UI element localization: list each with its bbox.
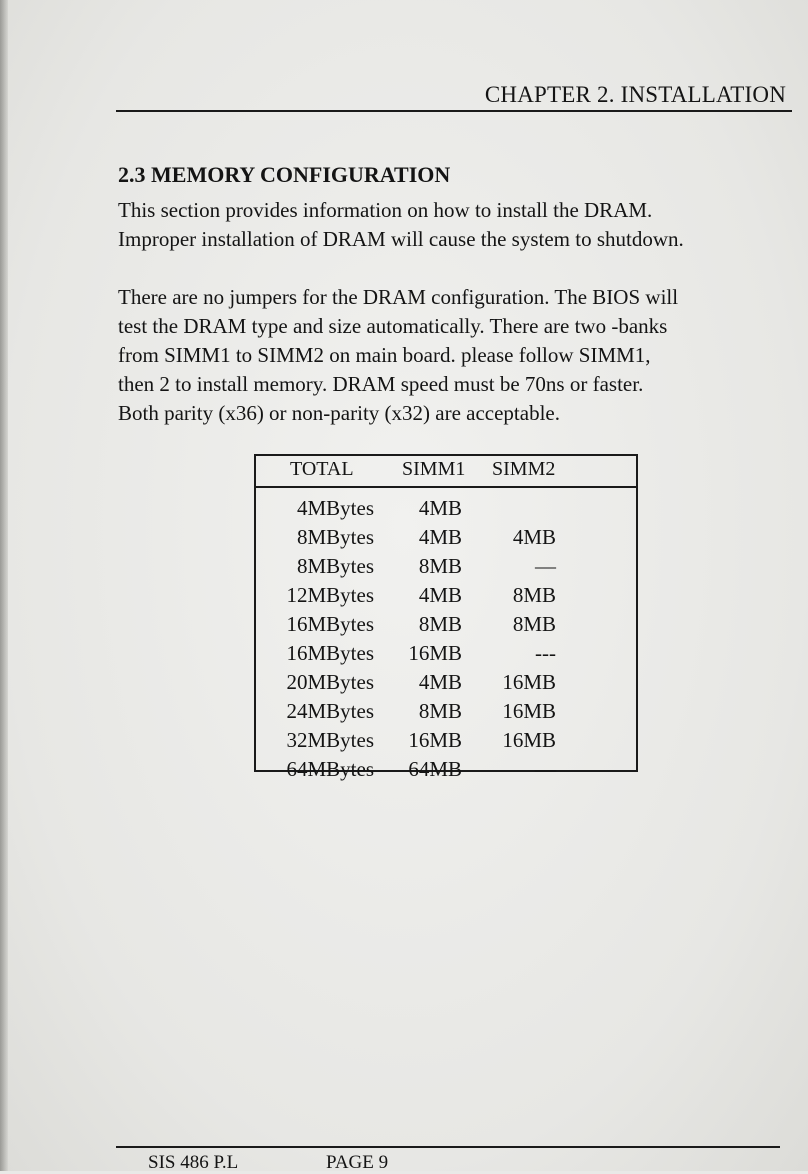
total-cell: 16MBytes: [286, 641, 374, 665]
simm2-cell: 16MB: [502, 728, 556, 752]
simm2-cell: 16MB: [502, 670, 556, 694]
total-cell: 8MBytes: [296, 525, 374, 549]
total-cell: 16MBytes: [286, 612, 374, 636]
simm1-cell: 4MB: [418, 670, 462, 694]
table-row: [256, 668, 636, 697]
intro-line: Improper installation of DRAM will cause the system to shutdown.: [118, 227, 684, 251]
header-rule: [116, 110, 792, 112]
simm2-cell: —: [535, 757, 556, 781]
simm1-cell: 4MB: [418, 583, 462, 607]
table-body: [256, 494, 636, 784]
section-heading: 2.3 MEMORY CONFIGURATION: [118, 162, 451, 187]
intro-paragraph: [118, 196, 684, 254]
footer-page-number: PAGE 9: [326, 1152, 389, 1173]
footer-model: SIS 486 P.L: [148, 1152, 239, 1173]
memory-config-table: [254, 454, 638, 781]
total-cell: 64MBytes: [286, 757, 374, 781]
total-cell: 20MBytes: [286, 670, 374, 694]
total-cell: 12MBytes: [286, 583, 374, 607]
table-row: [256, 726, 636, 755]
table-row: [256, 494, 636, 523]
details-line: There are no jumpers for the DRAM configuration. The BIOS will: [118, 285, 679, 309]
header-total: TOTAL: [290, 458, 354, 480]
simm1-cell: 8MB: [418, 612, 462, 636]
simm2-cell: —: [535, 554, 556, 578]
table-row: [256, 581, 636, 610]
intro-line: This section provides information on how to install the DRAM.: [118, 198, 653, 222]
footer-rule: [116, 1146, 780, 1148]
total-cell: 32MBytes: [286, 728, 374, 752]
table-header-row: [256, 456, 636, 488]
total-cell: 8MBytes: [296, 554, 374, 578]
simm1-cell: 64MB: [408, 757, 462, 781]
details-paragraph: [118, 283, 678, 428]
simm2-cell: 16MB: [502, 699, 556, 723]
simm1-cell: 8MB: [418, 554, 462, 578]
header-simm2: SIMM2: [492, 458, 556, 480]
simm1-cell: 16MB: [408, 728, 462, 752]
simm1-cell: 4MB: [418, 496, 462, 520]
simm2-cell: 8MB: [512, 612, 556, 636]
simm2-cell: ---: [535, 641, 556, 665]
simm2-cell: 4MB: [512, 525, 556, 549]
simm1-cell: 16MB: [408, 641, 462, 665]
table-row: [256, 639, 636, 668]
simm1-cell: 8MB: [418, 699, 462, 723]
simm1-cell: 4MB: [418, 525, 462, 549]
header-simm1: SIMM1: [402, 458, 466, 480]
details-line: then 2 to install memory. DRAM speed must be 70ns or faster.: [118, 372, 644, 396]
details-line: Both parity (x36) or non-parity (x32) are acceptable.: [118, 401, 560, 425]
total-cell: 24MBytes: [286, 699, 374, 723]
table-row: [256, 755, 636, 784]
table-row: [256, 523, 636, 552]
simm2-cell: 8MB: [512, 583, 556, 607]
table-row: [256, 610, 636, 639]
chapter-title: CHAPTER 2. INSTALLATION: [484, 82, 786, 107]
page-edge-shadow: [0, 0, 8, 1171]
table-row: [256, 552, 636, 581]
details-line: test the DRAM type and size automatically. There are two -banks: [118, 314, 668, 338]
table-row: [256, 697, 636, 726]
details-line: from SIMM1 to SIMM2 on main board. please follow SIMM1,: [118, 343, 651, 367]
total-cell: 4MBytes: [296, 496, 374, 520]
